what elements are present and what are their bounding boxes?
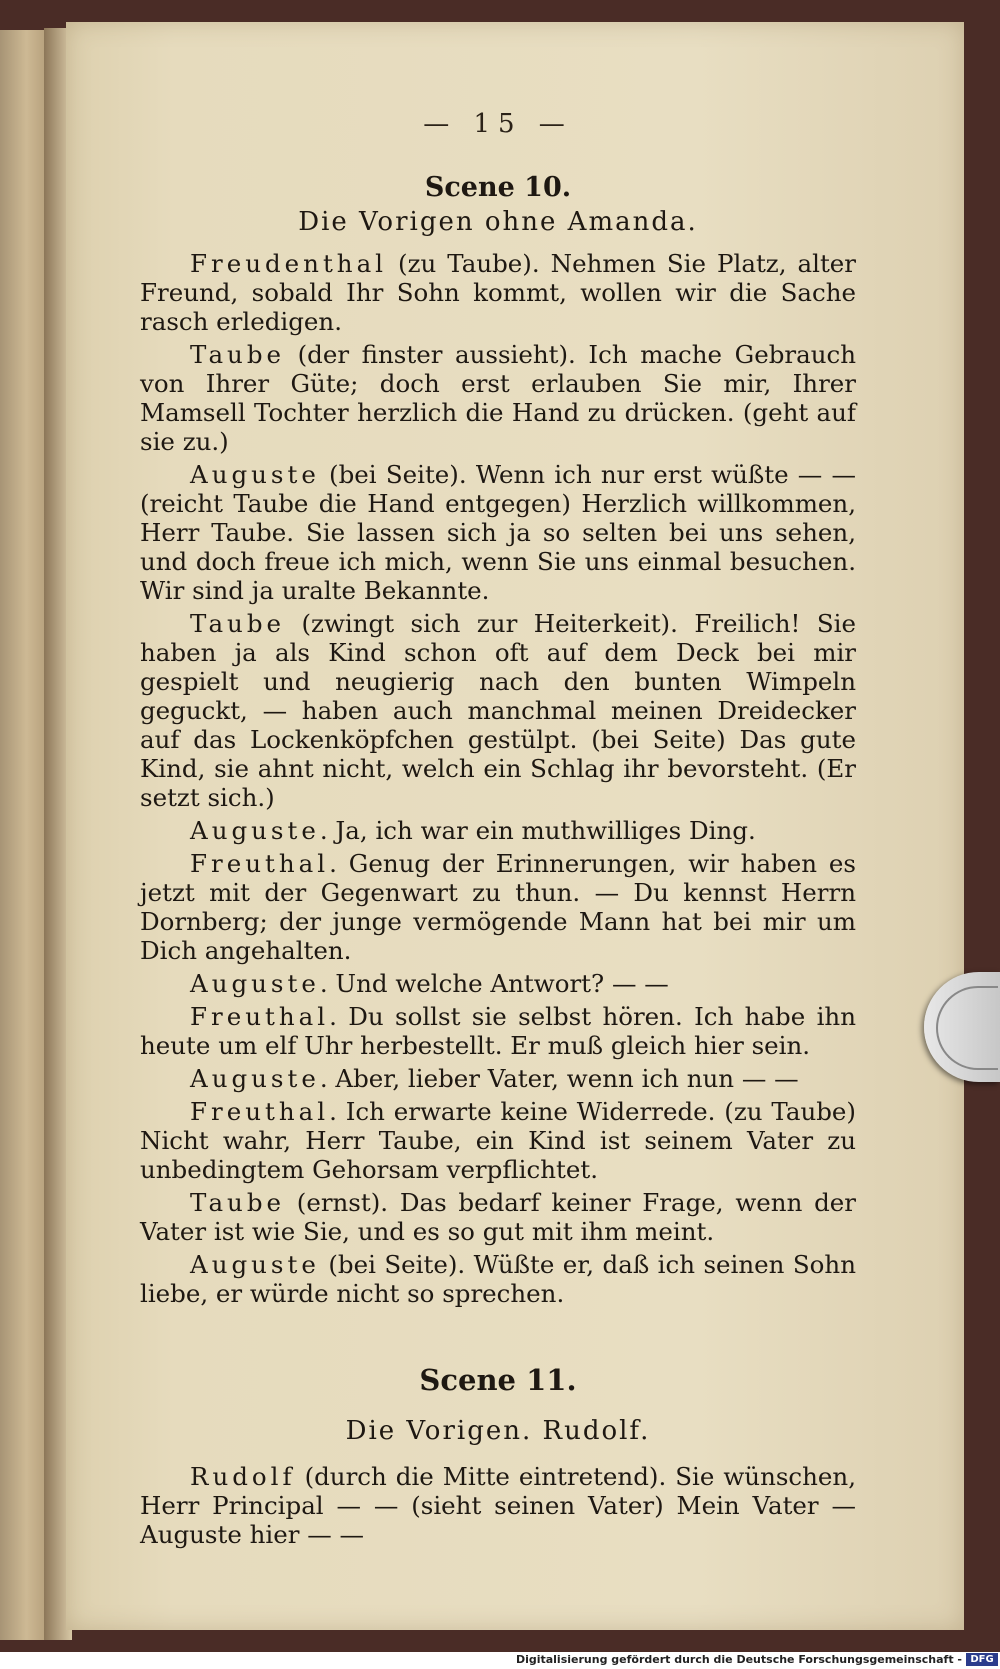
speaker-name: Taube [190,609,286,638]
dialogue-paragraph [140,816,856,845]
page-number: — 15 — [423,109,573,139]
speaker-name: Freuthal [190,849,330,878]
dialogue-paragraph [140,340,856,456]
dialogue-text: (durch die Mitte eintretend). Sie wünschen, Herr Principal — — (sieht seinen Vater) Mein Vater — Auguste hier — — [140,1462,856,1549]
funding-note: Digitalisierung gefördert durch die Deutsche Forschungsgemeinschaft - [515,1653,962,1666]
speaker-name: Taube [190,1188,286,1217]
speaker-name: Freuthal [190,1002,330,1031]
dialogue-paragraph [140,249,856,336]
dialogue-paragraph [140,1097,856,1184]
speaker-name: Rudolf [190,1462,296,1491]
speaker-name: Freudenthal [190,249,388,278]
speaker-name: Taube [190,340,286,369]
dialogue-paragraph [140,1462,856,1549]
scene-heading: Scene 10. [424,172,572,203]
scene-subheading: Die Vorigen. Rudolf. [345,1416,651,1446]
dialogue-paragraph [140,1188,856,1246]
dialogue-text: (zwingt sich zur Heiterkeit). Freilich! Sie haben ja als Kind schon oft auf dem Deck bei mir gespielt und neugierig nach den bunten Wimpeln geguckt, — haben auch manchmal meinen Dreidecker auf das Lockenköpfchen gestülpt. (bei Seite) Das gute Kind, sie ahnt nicht, welch ein Schlag ihr bevorsteht. (Er setzt sich.) [140,609,856,812]
scene-body [140,1462,856,1549]
speaker-name: Auguste [190,969,320,998]
dialogue-paragraph [140,1002,856,1060]
dialogue-text: . Aber, lieber Vater, wenn ich nun — — [319,1064,799,1093]
dialogue-text: (zu Taube). Nehmen Sie Platz, alter Freund, sobald Ihr Sohn kommt, wollen wir die Sache rasch erledigen. [140,249,856,336]
dialogue-paragraph [140,460,856,605]
speaker-name: Auguste [190,1064,320,1093]
dialogue-text: . Genug der Erinnerungen, wir haben es jetzt mit der Gegenwart zu thun. — Du kennst Herrn Dornberg; der junge vermögende Mann hat bei mir um Dich angehalten. [140,849,856,965]
left-page-edge [0,30,44,1640]
dialogue-text: . Du sollst sie selbst hören. Ich habe ihn heute um elf Uhr herbestellt. Er muß gleich hier sein. [140,1002,856,1060]
speaker-name: Auguste [190,460,320,489]
dialogue-paragraph [140,1250,856,1308]
dialogue-paragraph [140,969,856,998]
dialogue-paragraph [140,849,856,965]
dfg-logo: DFG [966,1653,998,1666]
dialogue-text: (bei Seite). Wüßte er, daß ich seinen Sohn liebe, er würde nicht so sprechen. [140,1250,856,1308]
dialogue-text: . Ja, ich war ein muthwilliges Ding. [319,816,756,845]
dialogue-text: . Und welche Antwort? — — [319,969,669,998]
page-text [140,100,856,1553]
footer-bar [0,1652,1000,1669]
speaker-name: Auguste [190,816,320,845]
speaker-name: Auguste [190,1250,320,1279]
dialogue-text: (ernst). Das bedarf keiner Frage, wenn der Vater ist wie Sie, und es so gut mit ihm meint. [140,1188,856,1246]
scene-subheading: Die Vorigen ohne Amanda. [298,207,698,237]
scene-body [140,249,856,1308]
dialogue-text: (bei Seite). Wenn ich nur erst wüßte — — (reicht Taube die Hand entgegen) Herzlich willkommen, Herr Taube. Sie lassen sich ja so selten bei uns sehen, und doch freue ich mich, wenn Sie uns einmal besuchen. Wir sind ja uralte Bekannte. [140,460,856,605]
dialogue-paragraph [140,609,856,812]
scene-heading: Scene 11. [419,1363,577,1397]
dialogue-text: . Ich erwarte keine Widerrede. (zu Taube) Nicht wahr, Herr Taube, ein Kind ist seinem Vater zu unbedingtem Gehorsam verpflichtet. [140,1097,856,1184]
speaker-name: Freuthal [190,1097,330,1126]
dialogue-text: (der finster aussieht). Ich mache Gebrauch von Ihrer Güte; doch erst erlauben Sie mir, Ihrer Mamsell Tochter herzlich die Hand zu drücken. (geht auf sie zu.) [140,340,856,456]
dialogue-paragraph [140,1064,856,1093]
